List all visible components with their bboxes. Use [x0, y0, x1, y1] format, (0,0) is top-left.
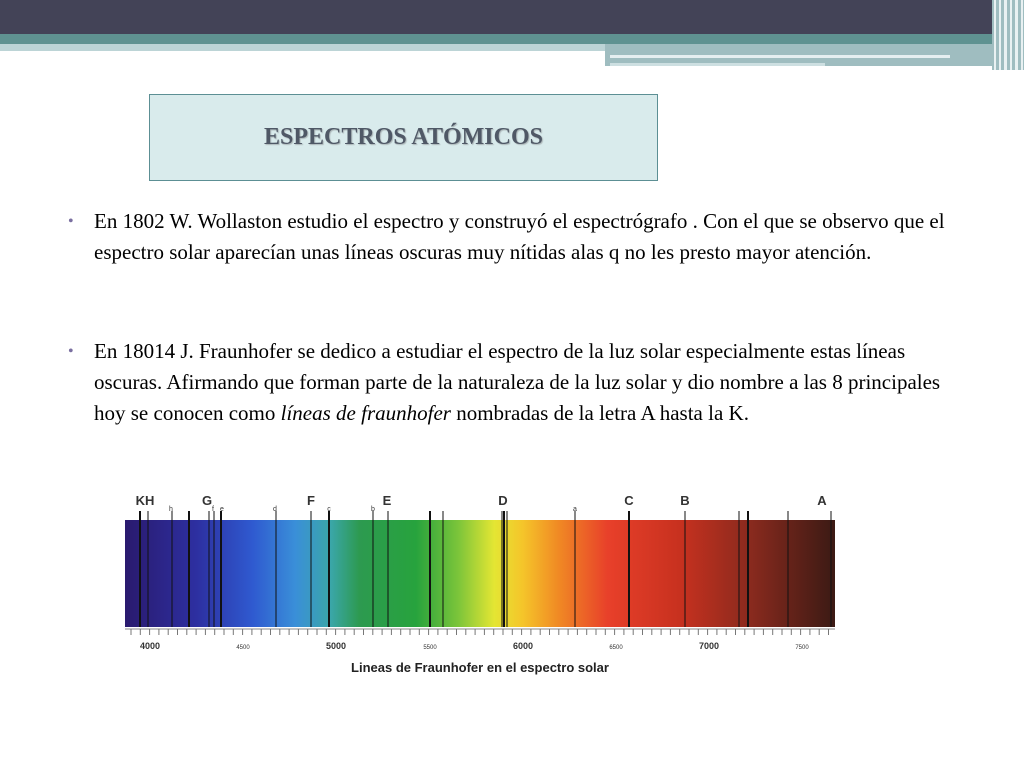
- line-label: d: [273, 506, 277, 513]
- bullet-text-end: nombradas de la letra A hasta la K.: [450, 401, 749, 425]
- header-line: [610, 63, 825, 66]
- line-label: B: [680, 493, 690, 508]
- line-label: a: [573, 506, 577, 513]
- scale-label: 7500: [795, 645, 809, 651]
- header-bar: [0, 0, 1024, 34]
- line-label: C: [624, 493, 634, 508]
- line-label: G: [201, 493, 213, 508]
- scale-label: 6000: [512, 641, 534, 651]
- bullet-item: [68, 206, 954, 268]
- bullet-item: [68, 336, 954, 429]
- scale-label: 6500: [609, 645, 623, 651]
- header-stripes: [992, 0, 1024, 70]
- slide-title: ESPECTROS ATÓMICOS: [264, 124, 543, 150]
- line-label: E: [382, 493, 392, 508]
- scale-label: 4000: [139, 641, 161, 651]
- bullet-italic-term: líneas de fraunhofer: [280, 401, 451, 425]
- line-label: e: [220, 506, 224, 513]
- scale-label: 7000: [698, 641, 720, 651]
- header-accent-bar: [0, 34, 1024, 44]
- title-box: [149, 94, 658, 181]
- bullet-text: En 1802 W. Wollaston estudio el espectro y construyó el espectrógrafo . Con el que se observo que el espectro solar aparecían unas líneas oscuras muy nítidas alas q no les presto mayor atención.: [94, 209, 945, 264]
- line-label: KH: [135, 493, 155, 508]
- line-label: b: [371, 506, 375, 513]
- header-line: [610, 55, 950, 58]
- fraunhofer-spectrum-figure: [125, 489, 835, 689]
- line-label: F: [307, 493, 315, 508]
- scale-label: 5000: [325, 641, 347, 651]
- bullet-dot-icon: •: [68, 343, 74, 360]
- scale-label: 4500: [236, 645, 250, 651]
- line-label: h: [169, 506, 173, 513]
- scale-label: 5500: [423, 645, 437, 651]
- bullet-text: En 18014 J. Fraunhofer se dedico a estudiar el espectro de la luz solar especialmente estas líneas oscuras. Afirmando que forman parte de la naturaleza de la luz solar y dio nombre a las 8 principales hoy se conocen como: [94, 339, 941, 425]
- bullet-dot-icon: •: [68, 213, 74, 230]
- line-label: A: [817, 493, 827, 508]
- header-light-bar: [0, 44, 605, 51]
- line-label: f: [212, 506, 214, 513]
- spectrum-band: [125, 520, 835, 627]
- figure-caption: Lineas de Fraunhofer en el espectro solar: [351, 660, 609, 675]
- line-label: D: [498, 493, 508, 508]
- line-label: c: [327, 506, 331, 513]
